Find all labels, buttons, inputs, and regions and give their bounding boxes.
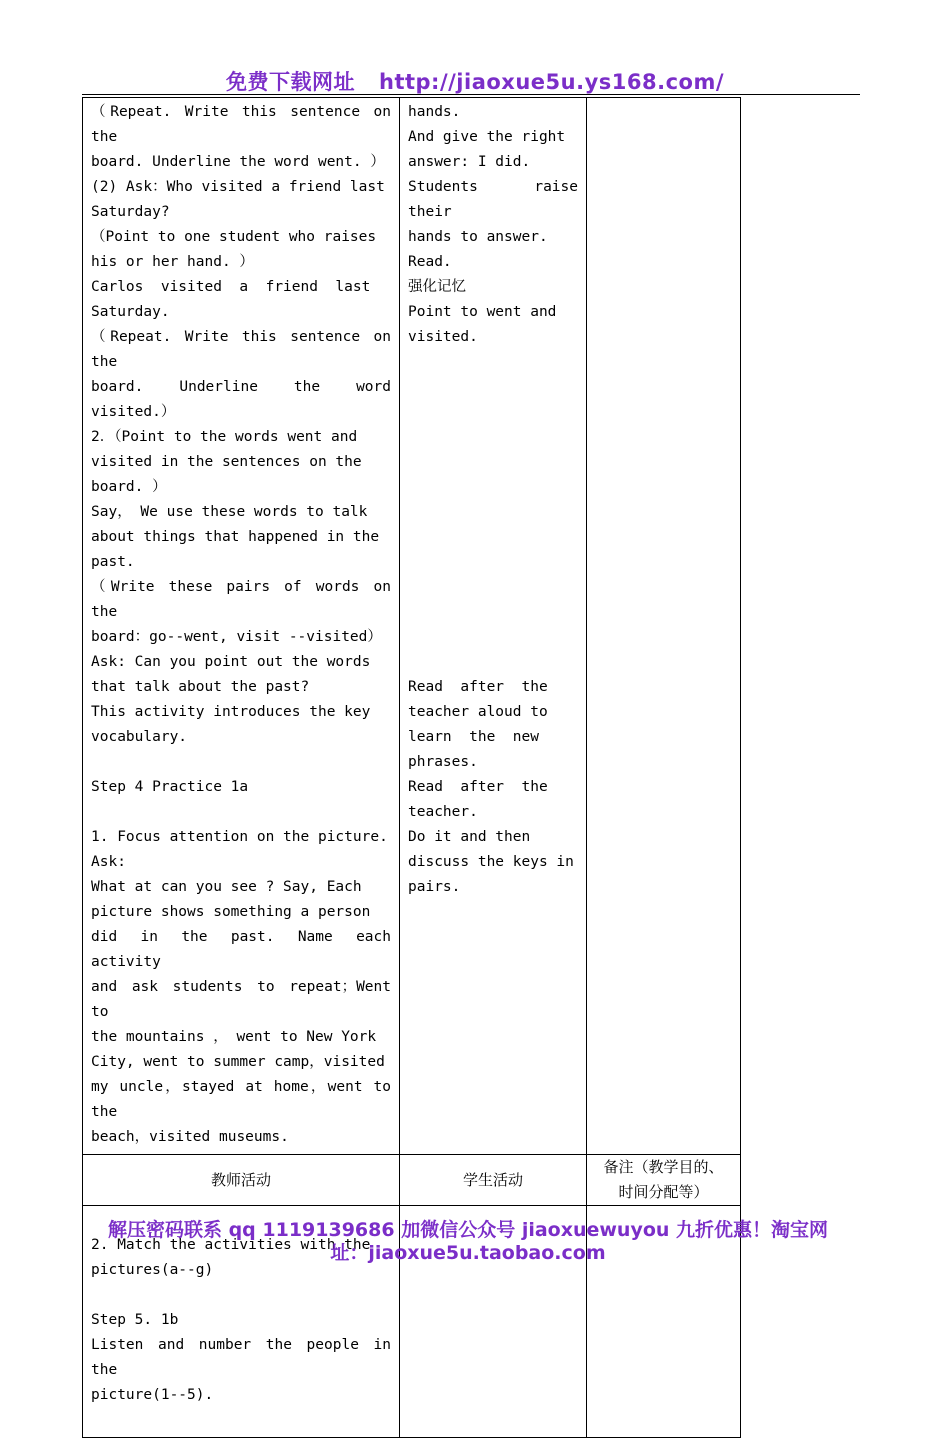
teacher-activity-header — [83, 1155, 400, 1206]
text-line: 2. Match the activities with the — [91, 1237, 371, 1253]
student-activity-cell — [400, 98, 587, 1155]
text-line: phrases. — [408, 754, 478, 770]
text-line: hands to answer. — [408, 229, 548, 245]
text-line: visited. — [408, 329, 478, 345]
header-rule — [82, 94, 860, 95]
text-line: Ask: — [91, 854, 126, 870]
text-line: hands. — [408, 104, 461, 120]
notes-header-line2: 时间分配等） — [618, 1183, 709, 1201]
text-line: visited in the sentences on the — [91, 454, 362, 470]
text-line: 1. Focus attention on the picture. — [91, 829, 388, 845]
text-line: （Repeat. Write this sentence on the — [91, 104, 400, 145]
text-line: 2．（Point to the words went and — [91, 429, 358, 445]
text-line — [91, 800, 391, 825]
text-line: What at can you see ? Say, Each — [91, 879, 362, 895]
site-header — [0, 66, 950, 96]
text-line: about things that happened in the — [91, 529, 380, 545]
student-activity-header — [400, 1155, 587, 1206]
text-line: Do it and then — [408, 829, 531, 845]
text-line — [408, 350, 578, 375]
footer-line-2: 址：jiaoxue5u.taobao.com — [330, 1242, 606, 1264]
footer-line-1: 解压密码联系 qq 1119139686 加微信公众号 jiaoxuewuyou 九折优惠！淘宝网 — [107, 1219, 829, 1241]
text-line: did in the past. Name each activity — [91, 929, 400, 970]
text-line: Read after the — [408, 679, 548, 695]
text-line: (2) Ask：Who visited a friend last — [91, 179, 385, 195]
teacher-activity-header-label: 教师活动 — [210, 1170, 271, 1189]
teacher-activity-cell — [83, 98, 400, 1155]
text-line: Students raise their — [408, 179, 587, 220]
text-line — [408, 375, 578, 400]
text-line: Read. — [408, 254, 452, 270]
text-line: answer: I did. — [408, 154, 531, 170]
text-line: Saturday? — [91, 204, 170, 220]
text-line — [408, 575, 578, 600]
text-line — [91, 1283, 391, 1308]
table-row — [83, 98, 741, 1155]
text-line: And give the right — [408, 129, 566, 145]
student-activity-lines — [408, 100, 587, 900]
text-line: （Point to one student who raises — [91, 229, 377, 245]
text-line: pictures(a--g) — [91, 1262, 214, 1278]
text-line: Step 5. 1b — [91, 1312, 179, 1328]
text-line: and ask students to repeat；Went to — [91, 979, 400, 1020]
text-line: teacher aloud to — [408, 704, 548, 720]
text-line: his or her hand. ） — [91, 254, 254, 270]
text-line: picture(1--5). — [91, 1387, 214, 1403]
text-line: pairs. — [408, 879, 461, 895]
text-line: Listen and number the people in the — [91, 1337, 400, 1378]
text-line: board. ） — [91, 479, 167, 495]
text-line: beach，visited museums. — [91, 1129, 289, 1145]
text-line: Read after the — [408, 779, 548, 795]
student-activity-header-label: 学生活动 — [462, 1170, 523, 1189]
site-footer — [88, 1219, 848, 1265]
text-line: board. Underline the word went. ） — [91, 154, 385, 170]
site-url-link[interactable]: http://jiaoxue5u.ys168.com/ — [379, 70, 724, 94]
notes-header — [587, 1155, 741, 1206]
text-line: Saturday. — [91, 304, 170, 320]
text-line: my uncle，stayed at home，went to the — [91, 1079, 400, 1120]
notes-header-line1: 备注（教学目的、 — [603, 1158, 724, 1176]
text-line — [408, 450, 578, 475]
text-line: Ask: Can you point out the words — [91, 654, 371, 670]
text-line — [408, 400, 578, 425]
text-line — [408, 425, 578, 450]
text-line — [408, 550, 578, 575]
text-line: past. — [91, 554, 135, 570]
text-line — [408, 650, 578, 675]
text-line: Say， We use these words to talk — [91, 504, 368, 520]
notes-cell — [587, 98, 741, 1155]
text-line: This activity introduces the key — [91, 704, 371, 720]
text-line — [91, 750, 391, 775]
table-header-row — [83, 1155, 741, 1206]
text-line: City, went to summer camp，visited — [91, 1054, 385, 1070]
text-line: vocabulary. — [91, 729, 188, 745]
text-line: （Repeat. Write this sentence on the — [91, 329, 400, 370]
text-line: Point to went and — [408, 304, 557, 320]
text-line — [408, 500, 578, 525]
text-line — [91, 1408, 391, 1433]
text-line: picture shows something a person — [91, 904, 371, 920]
text-line: （Write these pairs of words on the — [91, 579, 400, 620]
text-line: teacher. — [408, 804, 478, 820]
text-line — [408, 600, 578, 625]
text-line: board. Underline the word visited.） — [91, 379, 400, 420]
text-line: Step 4 Practice 1a — [91, 779, 249, 795]
text-line — [408, 525, 578, 550]
text-line: board：go--went, visit --visited） — [91, 629, 382, 645]
text-line: discuss the keys in — [408, 854, 574, 870]
site-label: 免费下载网址 — [226, 70, 355, 94]
text-line — [408, 625, 578, 650]
text-line: Carlos visited a friend last — [91, 279, 371, 295]
teacher-activity-lines — [91, 100, 400, 1150]
text-line: the mountains ， went to New York — [91, 1029, 377, 1045]
text-line — [408, 475, 578, 500]
text-line: that talk about the past? — [91, 679, 310, 695]
text-line: learn the new — [408, 729, 539, 745]
text-line: 强化记忆 — [408, 279, 466, 295]
